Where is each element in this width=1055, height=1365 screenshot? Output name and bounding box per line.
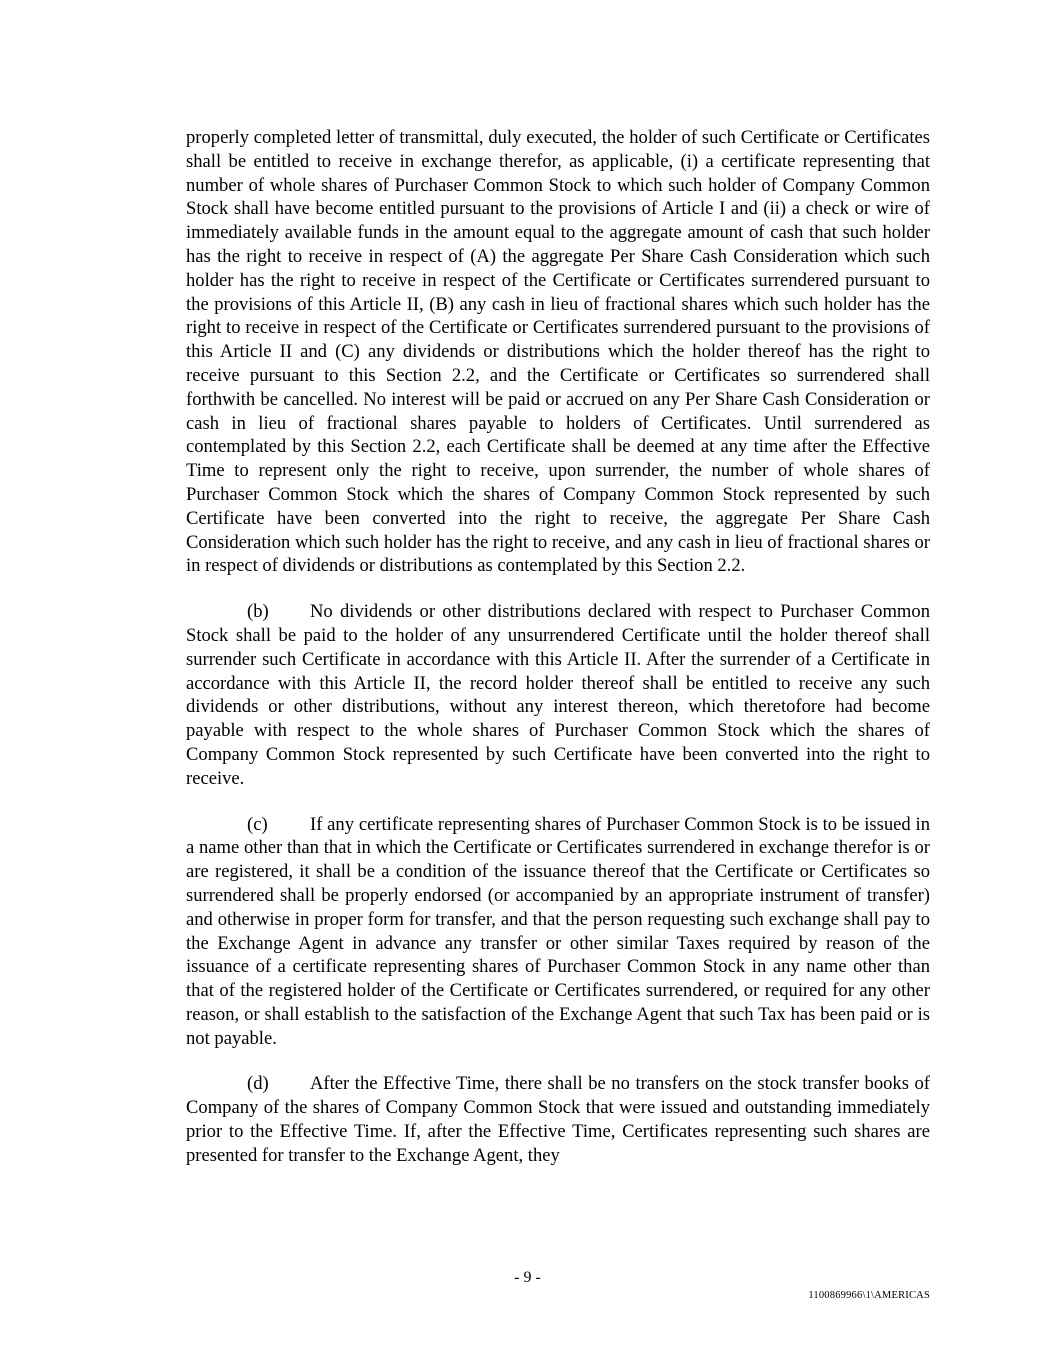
body-text: [186, 126, 930, 1190]
document-id: 1100869966\1\AMERICAS: [808, 1290, 930, 1301]
paragraph-c-label: (c): [247, 813, 268, 835]
paragraph-d-label: (d): [247, 1073, 269, 1095]
paragraph-d-text: After the Effective Time, there shall be no transfers on the stock transfer books of Company of the shares of Company Common Stock that were issued and outstanding immediately prior to the Effective Time. If, after the Effective Time, Certificates representing such shares are presented for transfer to the Exchange Agent, they: [186, 1073, 930, 1166]
paragraph-b-label: (b): [247, 601, 269, 623]
paragraph-b-text: No dividends or other distributions declared with respect to Purchaser Common Stock shall be paid to the holder of any unsurrendered Certificate until the holder thereof shall surrender such Certificate in accordance with this Article II. After the surrender of a Certificate in accordance with this Article II, the record holder thereof shall be entitled to receive any such dividends or other distributions, without any interest thereon, which theretofore had become payable with respect to the whole shares of Purchaser Common Stock which the shares of Company Common Stock represented by such Certificate have been converted into the right to receive.: [186, 601, 930, 789]
paragraph-c-text: If any certificate representing shares of Purchaser Common Stock is to be issued in a name other than that in which the Certificate or Certificates surrendered in exchange therefor is or are registered, it shall be a condition of the issuance thereof that the Certificate or Certificates so surrendered shall be properly endorsed (or accompanied by an appropriate instrument of transfer) and otherwise in proper form for transfer, and that the person requesting such exchange shall pay to the Exchange Agent in advance any transfer or other similar Taxes required by reason of the issuance of a certificate representing shares of Purchaser Common Stock in any name other than that of the registered holder of the Certificate or Certificates surrendered, or required for any other reason, or shall establish to the satisfaction of the Exchange Agent that such Tax has been paid or is not payable.: [186, 813, 930, 1049]
paragraph-continuation: properly completed letter of transmittal, duly executed, the holder of such Certificate or Certificates shall be entitled to receive in exchange therefor, as applicable, (i) a certificate representing that number of whole shares of Purchaser Common Stock to which such holder of Company Common Stock shall have become entitled pursuant to the provisions of Article I and (ii) a check or wire of immediately available funds in the amount equal to the aggregate amount of cash that such holder has the right to receive in respect of (A) the aggregate Per Share Cash Consideration which such holder has the right to receive in respect of the Certificate or Certificates surrendered pursuant to the provisions of this Article II, (B) any cash in lieu of fractional shares which such holder has the right to receive in respect of the Certificate or Certificates surrendered pursuant to the provisions of this Article II and (C) any dividends or distributions which the holder thereof has the right to receive pursuant to this Section 2.2, and the Certificate or Certificates so surrendered shall forthwith be cancelled. No interest will be paid or accrued on any Per Share Cash Consideration or cash in lieu of fractional shares payable to holders of Certificates. Until surrendered as contemplated by this Section 2.2, each Certificate shall be deemed at any time after the Effective Time to represent only the right to receive, upon surrender, the number of whole shares of Purchaser Common Stock which the shares of Company Common Stock represented by such Certificate have been converted into the right to receive, the aggregate Per Share Cash Consideration which such holder has the right to receive, and any cash in lieu of fractional shares or in respect of dividends or distributions as contemplated by this Section 2.2.: [186, 127, 930, 577]
page-number: - 9 -: [514, 1269, 541, 1286]
paragraph-b: [186, 600, 930, 790]
paragraph-d: [186, 1072, 930, 1167]
paragraph-c: [186, 813, 930, 1051]
